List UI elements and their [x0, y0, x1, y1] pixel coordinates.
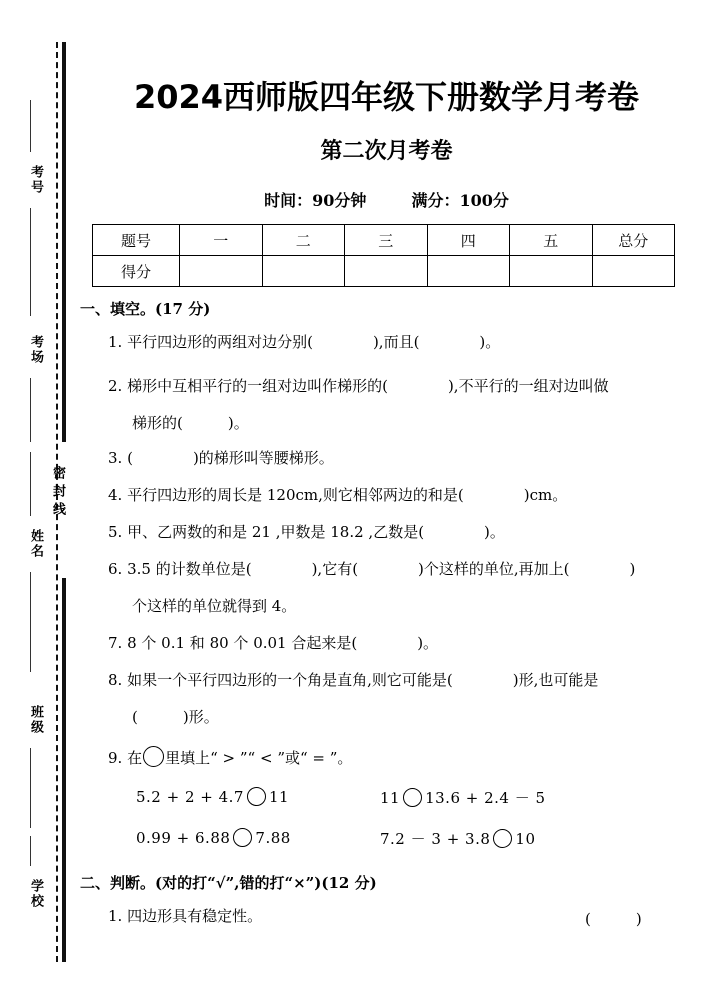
- exam-meta: [80, 188, 693, 211]
- margin-rule: [30, 208, 31, 316]
- margin-field-class: 班级: [28, 705, 43, 735]
- expr-left: 5.2 + 2 + 4.7: [136, 788, 244, 806]
- question-3: [108, 450, 334, 467]
- seal-solid-bar-bottom: [62, 578, 66, 962]
- score-table-col-2: 二: [262, 225, 345, 256]
- section-label: 二、判断。: [80, 874, 156, 892]
- score-cell-5[interactable]: [510, 256, 593, 287]
- circle-blank-icon[interactable]: [247, 787, 266, 806]
- exam-total-label: 满分：100分: [411, 191, 509, 210]
- expr-right: 10: [515, 830, 536, 848]
- tf-answer-paren-1[interactable]: ( ): [585, 910, 642, 928]
- section-points: (17 分): [155, 300, 211, 318]
- score-cell-total[interactable]: [592, 256, 675, 287]
- margin-rule: [30, 836, 31, 866]
- score-table-col-5: 五: [510, 225, 593, 256]
- question-text-after: 里填上“ > ”“ < ”或“ = ”。: [165, 749, 353, 767]
- compare-expression-3: [136, 828, 291, 847]
- expr-left: 11: [380, 789, 401, 807]
- page-title: 2024西师版四年级下册数学月考卷: [133, 78, 640, 116]
- margin-rule: [30, 100, 31, 152]
- question-5: [108, 524, 505, 541]
- question-8-line-2: ( )形。: [132, 708, 219, 726]
- question-number: 9.: [108, 749, 123, 767]
- question-text: 平行四边形的周长是 120cm,则它相邻两边的和是( )cm。: [127, 486, 568, 504]
- question-8: [108, 672, 598, 689]
- score-cell-3[interactable]: [345, 256, 428, 287]
- question-text: 四边形具有稳定性。: [127, 907, 263, 925]
- score-cell-4[interactable]: [427, 256, 510, 287]
- page-subtitle: 第二次月考卷: [320, 139, 453, 164]
- question-2-line-2: 梯形的( )。: [132, 414, 249, 432]
- circle-blank-icon[interactable]: [143, 746, 164, 767]
- margin-field-student-name: 姓名: [28, 529, 43, 559]
- score-table-row-label: 题号: [93, 225, 180, 256]
- expr-left: 7.2 － 3 + 3.8: [380, 830, 491, 848]
- margin-field-exam-number: 考号: [28, 165, 43, 195]
- margin-rule: [30, 748, 31, 828]
- question-number: 7.: [108, 634, 123, 652]
- compare-expression-1: [136, 787, 289, 806]
- sealing-margin: [0, 0, 80, 1004]
- question-number: 4.: [108, 486, 123, 504]
- question-number: 8.: [108, 671, 123, 689]
- question-text: 平行四边形的两组对边分别( ),而且( )。: [127, 333, 501, 351]
- seal-solid-bar-top: [62, 42, 66, 442]
- question-6-line-2: 个这样的单位就得到 4。: [132, 597, 297, 615]
- question-number: 5.: [108, 523, 123, 541]
- score-cell-1[interactable]: [180, 256, 263, 287]
- margin-rule: [30, 378, 31, 442]
- expr-right: 13.6 + 2.4 － 5: [425, 789, 546, 807]
- question-6: [108, 561, 635, 578]
- question-text: 梯形中互相平行的一组对边叫作梯形的( ),不平行的一组对边叫做: [127, 377, 609, 395]
- compare-expression-2: [380, 787, 546, 808]
- exam-sheet: [80, 0, 723, 1004]
- circle-blank-icon[interactable]: [233, 828, 252, 847]
- question-number: 2.: [108, 377, 123, 395]
- seal-line-label: 密封线: [50, 466, 65, 520]
- question-9: [108, 746, 352, 767]
- margin-rule: [30, 572, 31, 672]
- question-text: 甲、乙两数的和是 21 ,甲数是 18.2 ,乙数是( )。: [127, 523, 505, 541]
- table-row-header: [93, 225, 675, 256]
- question-number: 6.: [108, 560, 123, 578]
- score-table: [92, 224, 675, 287]
- margin-field-exam-room: 考场: [28, 335, 43, 365]
- score-cell-2[interactable]: [262, 256, 345, 287]
- question-text-before: 在: [127, 749, 143, 767]
- compare-expression-4: [380, 828, 536, 849]
- score-table-col-total: 总分: [592, 225, 675, 256]
- score-table-row-label: 得分: [93, 256, 180, 287]
- question-number: 1.: [108, 333, 123, 351]
- question-number: 1.: [108, 907, 123, 925]
- margin-rule: [30, 452, 31, 516]
- score-table-col-1: 一: [180, 225, 263, 256]
- section-heading-fill-in-blank: [80, 298, 210, 319]
- section-points: (12 分): [321, 874, 377, 892]
- margin-field-school: 学校: [28, 879, 43, 909]
- question-text: 8 个 0.1 和 80 个 0.01 合起来是( )。: [127, 634, 439, 652]
- expr-left: 0.99 + 6.88: [136, 829, 231, 847]
- score-table-col-4: 四: [427, 225, 510, 256]
- table-row-scores: [93, 256, 675, 287]
- circle-blank-icon[interactable]: [493, 829, 512, 848]
- question-4: [108, 487, 567, 504]
- expr-right: 11: [268, 788, 290, 806]
- score-table-col-3: 三: [345, 225, 428, 256]
- question-text: ( )的梯形叫等腰梯形。: [127, 449, 334, 467]
- question-7: [108, 635, 438, 652]
- question-text: 3.5 的计数单位是( ),它有( )个这样的单位,再加上( ): [127, 560, 636, 578]
- section-instruction: (对的打“√”,错的打“×”): [155, 874, 322, 892]
- question-text: 如果一个平行四边形的一个角是直角,则它可能是( )形,也可能是: [127, 671, 599, 689]
- section-heading-true-false: [80, 872, 377, 893]
- exam-time-label: 时间：90分钟: [264, 191, 367, 210]
- question-1: [108, 334, 500, 351]
- question-number: 3.: [108, 449, 123, 467]
- expr-right: 7.88: [255, 829, 291, 847]
- section-label: 一、填空。: [80, 300, 156, 318]
- question-2: [108, 378, 609, 395]
- tf-question-1: [108, 908, 262, 925]
- circle-blank-icon[interactable]: [403, 788, 422, 807]
